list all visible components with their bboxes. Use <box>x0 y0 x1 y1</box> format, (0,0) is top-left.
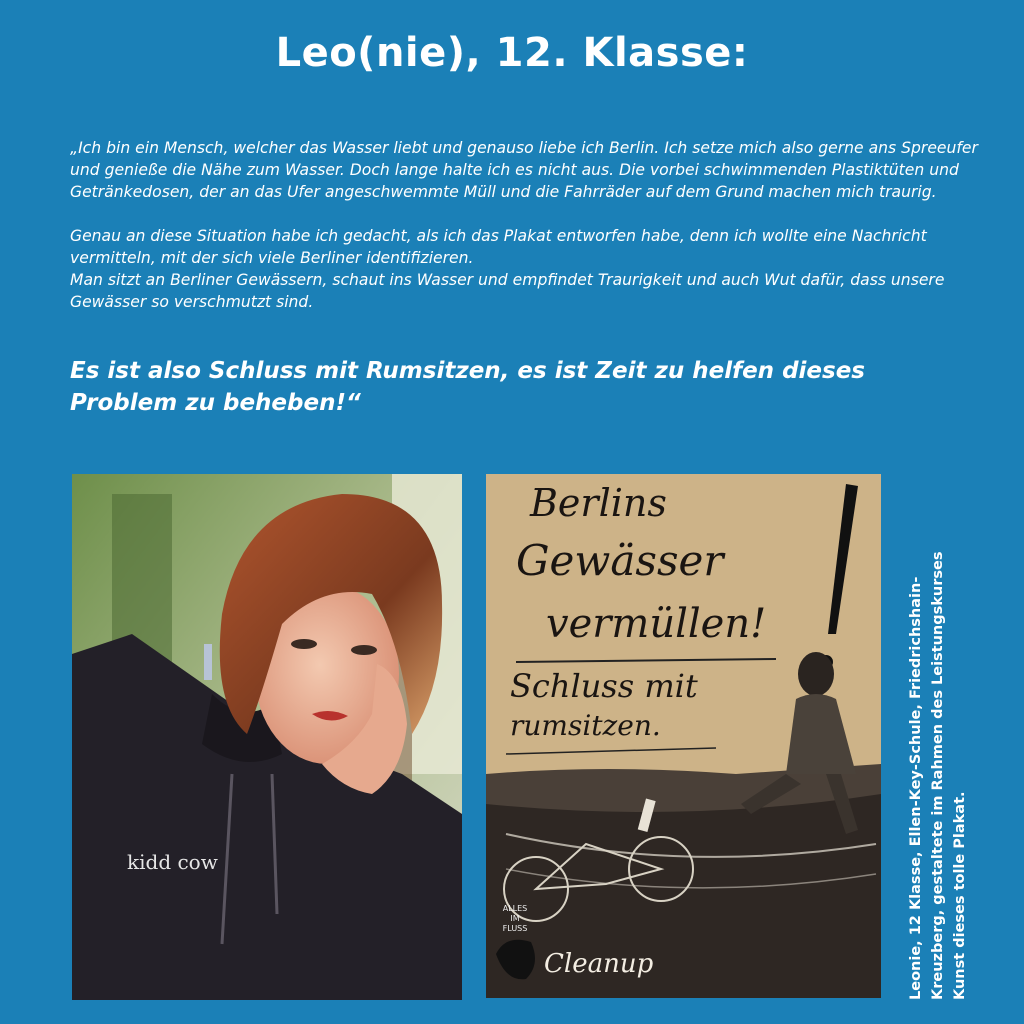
poster-footer: Cleanup <box>544 949 654 979</box>
poster-headline-line-2: Gewässer <box>516 536 724 585</box>
poster-artwork <box>486 474 881 998</box>
quote-closing: Es ist also Schluss mit Rumsitzen, es ist Zeit zu helfen dieses Problem zu beheben!“ <box>70 358 865 416</box>
poster-headline-line-3: vermüllen! <box>546 601 767 647</box>
side-caption-line-1: Leonie, 12 Klasse, Ellen-Key-Schule, Friedrichshain- <box>908 576 924 1000</box>
poster-headline-line-1: Berlins <box>530 481 667 525</box>
poster-badge-line-1: ALLES <box>502 904 528 913</box>
page-title: Leo(nie), 12. Klasse: <box>275 30 749 76</box>
quote-paragraph-2-line-2: Man sitzt an Berliner Gewässern, schaut ins Wasser und empfindet Traurigkeit und auch Wut dafür, dass unsere Gewässer so verschmutzt sind. <box>70 271 945 311</box>
quote-body <box>70 137 982 313</box>
quote-paragraph-2-line-1: Genau an diese Situation habe ich gedacht, als ich das Plakat entworfen habe, denn ich wollte eine Nachricht vermitteln, mit der sich viele Berliner identifizieren. <box>70 227 927 267</box>
poster-badge-line-2: IM <box>510 914 520 923</box>
hoodie-print: kidd cow <box>127 850 218 874</box>
poster-badge <box>498 904 532 934</box>
poster-subline-line-2: rumsitzen. <box>510 709 661 742</box>
poster-subline-line-1: Schluss mit <box>510 667 698 705</box>
side-caption-line-3: Kunst dieses tolle Plakat. <box>952 791 968 1000</box>
quote-paragraph-1: „Ich bin ein Mensch, welcher das Wasser liebt und genauso liebe ich Berlin. Ich setze mich also gerne ans Spreeufer und genieße die Nähe zum Wasser. Doch lange halte ich es nicht aus. Die vorbei schwimmenden Plastiktüten und Getränkedosen, der an das Ufer angeschwemmte Müll und die Fahrräder auf dem Grund machen mich traurig. <box>70 139 978 201</box>
portrait-illustration <box>72 474 462 1000</box>
poster-badge-line-3: FLUSS <box>502 924 528 933</box>
portrait-photo <box>72 474 462 1000</box>
side-caption-line-2: Kreuzberg, gestaltete im Rahmen des Leistungskurses <box>930 551 946 1000</box>
side-caption <box>905 460 971 1000</box>
